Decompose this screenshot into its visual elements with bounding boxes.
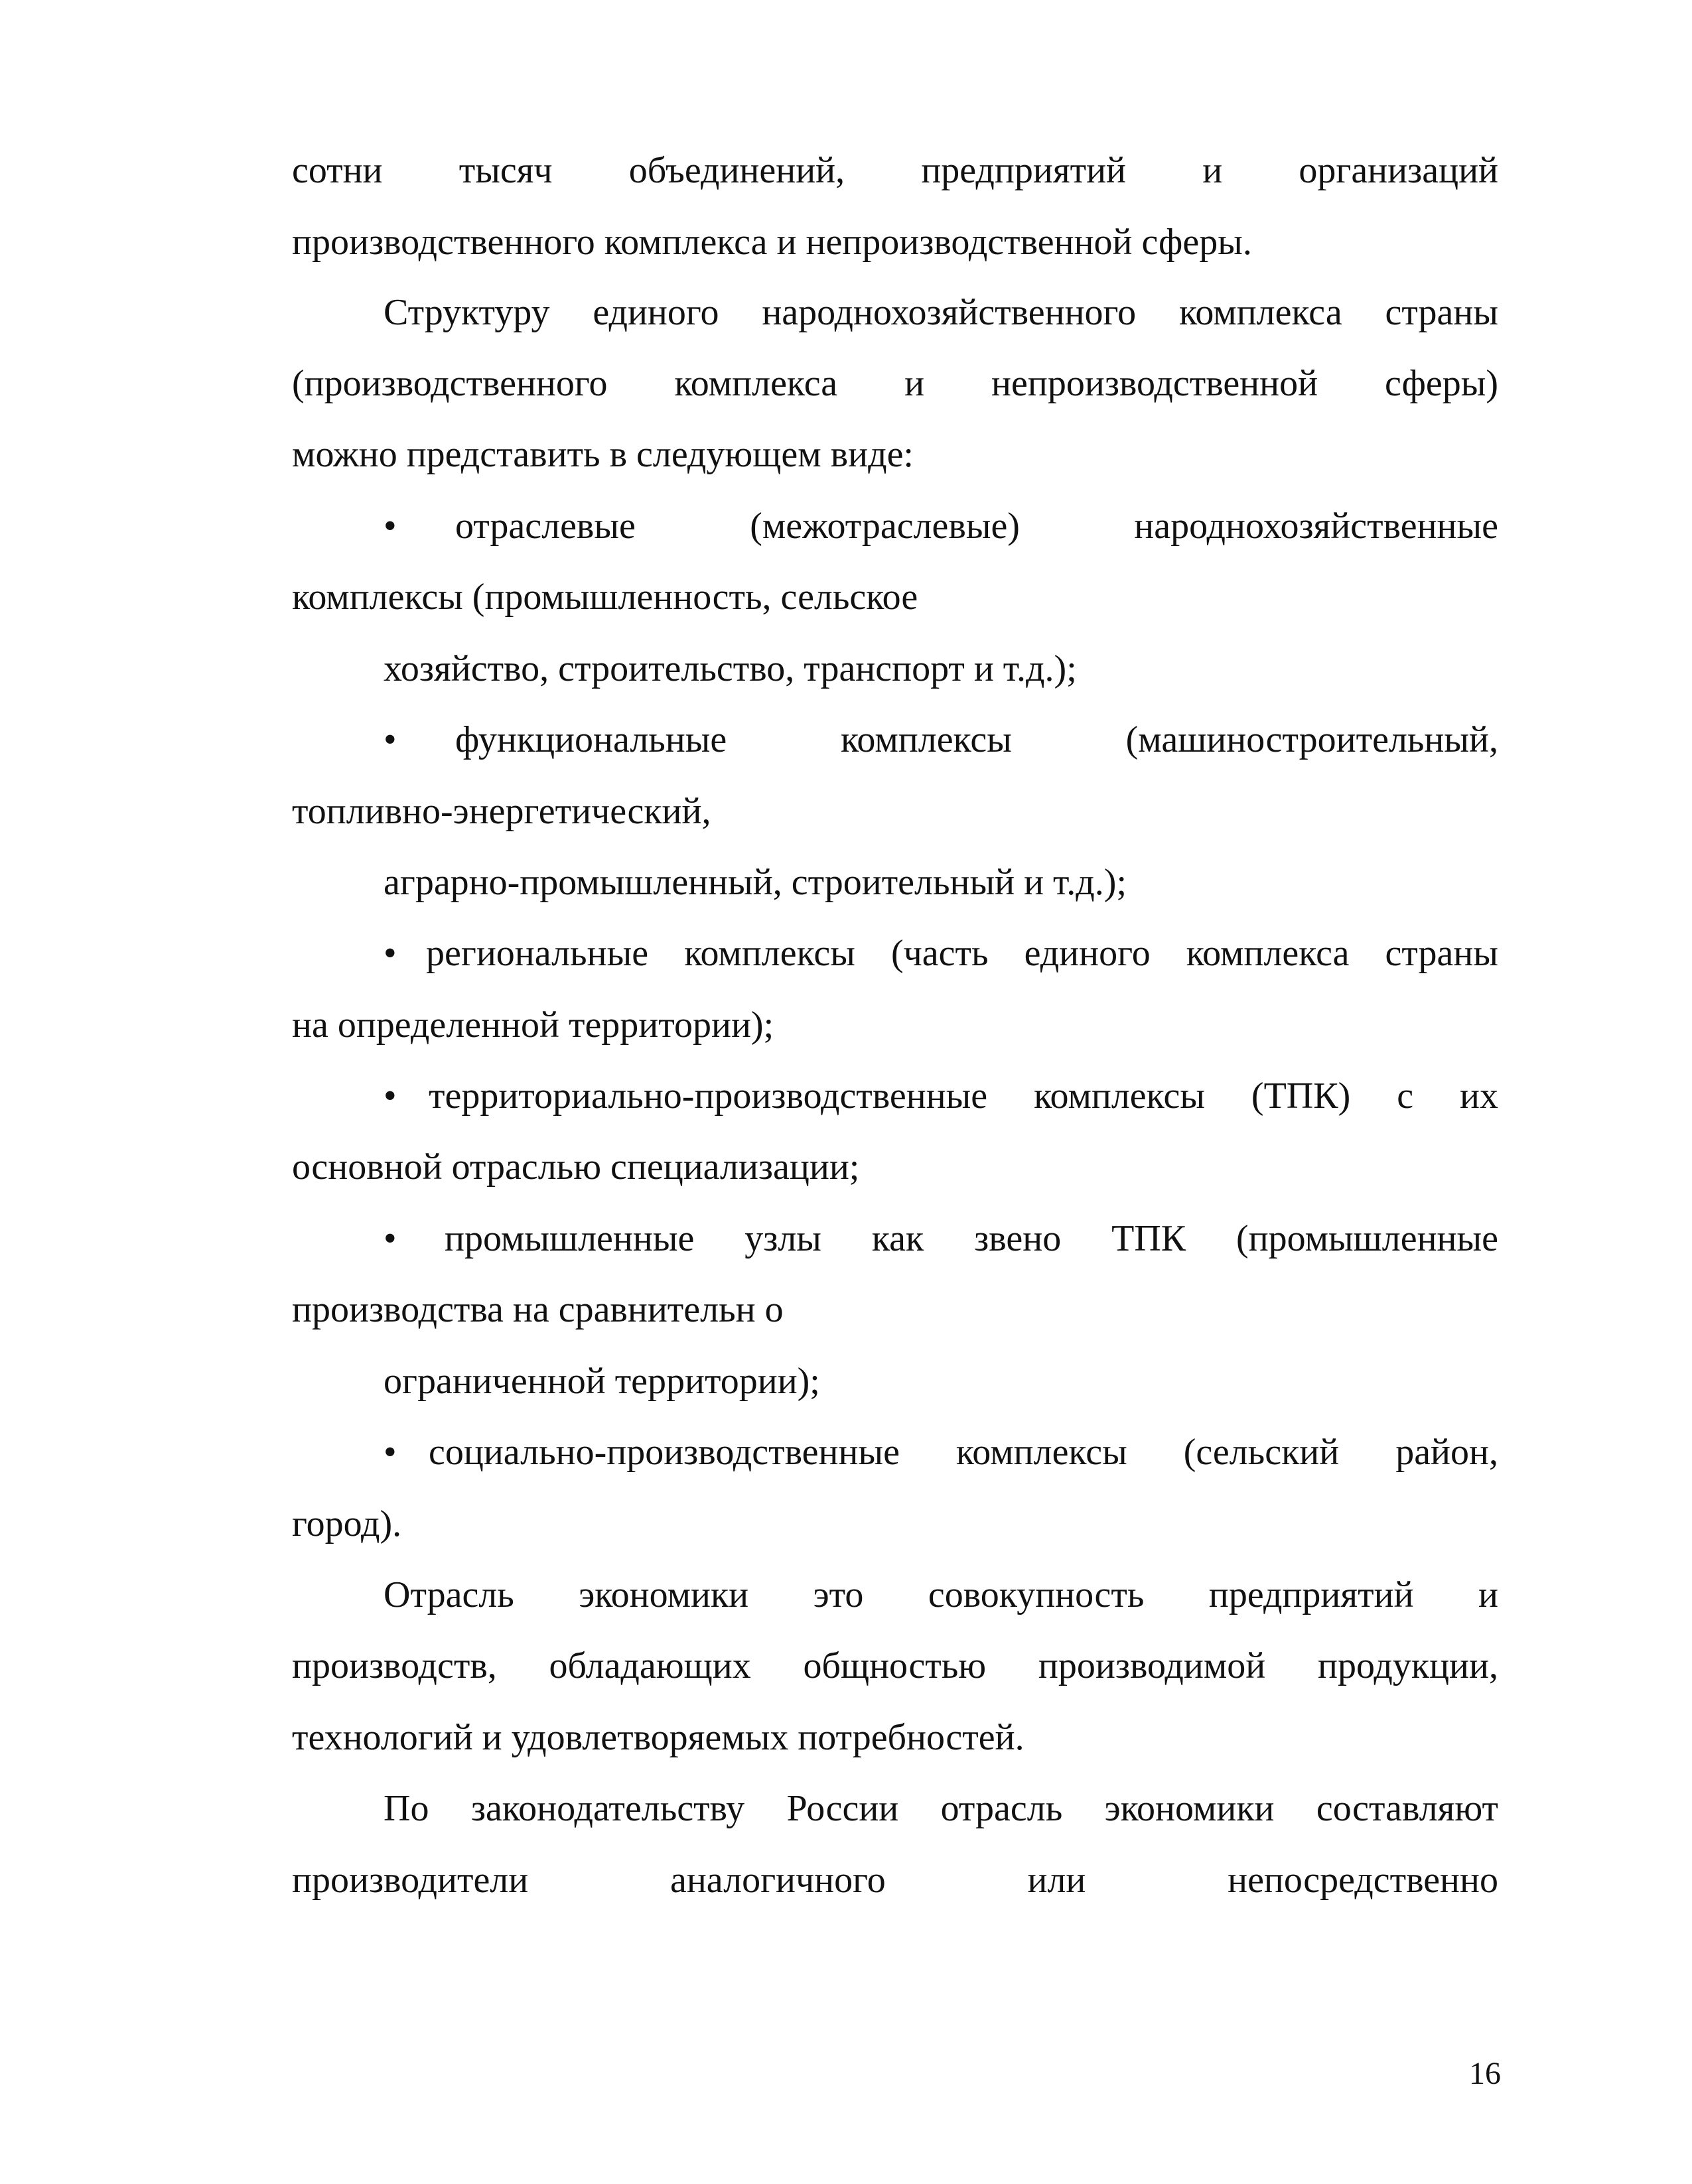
bullet-icon: • xyxy=(384,1218,397,1259)
list-item-text: региональные комплексы (часть единого комплекса страны xyxy=(426,933,1498,974)
bullet-icon: • xyxy=(384,1432,397,1473)
text-line: комплексы (промышленность, сельское xyxy=(292,577,918,618)
text-line: (производственного комплекса и непроизводственной сферы) xyxy=(292,363,1498,404)
text-line: город). xyxy=(292,1503,402,1544)
bullet-icon: • xyxy=(384,506,397,547)
list-item-text: территориально-производственные комплексы (ТПК) с их xyxy=(429,1075,1498,1117)
text-line: технологий и удовлетворяемых потребностей. xyxy=(292,1717,1024,1758)
bullet-icon: • xyxy=(384,933,397,974)
text-line: производители аналогичного или непосредственно xyxy=(292,1860,1498,1901)
list-item-text: функциональные комплексы (машиностроительный, xyxy=(455,719,1498,760)
text-line: основной отраслью специализации; xyxy=(292,1146,860,1188)
text-line: ограниченной территории); xyxy=(384,1361,820,1402)
paragraph-first-line: Отрасль экономики это совокупность предприятий и xyxy=(384,1574,1498,1615)
paragraph-first-line: По законодательству России отрасль экономики составляют xyxy=(384,1788,1498,1829)
bullet-icon: • xyxy=(384,719,397,760)
list-item-text: промышленные узлы как звено ТПК (промышленные xyxy=(445,1218,1498,1259)
list-item-text: социально-производственные комплексы (сельский район, xyxy=(429,1432,1498,1473)
text-line: можно представить в следующем виде: xyxy=(292,434,914,475)
paragraph-first-line: Структуру единого народнохозяйственного комплекса страны xyxy=(384,292,1498,333)
bullet-icon: • xyxy=(384,1075,397,1117)
text-line: сотни тысяч объединений, предприятий и организаций xyxy=(292,150,1498,191)
text-line: топливно-энергетический, xyxy=(292,791,711,832)
text-line: производственного комплекса и непроизводственной сферы. xyxy=(292,222,1252,263)
page-number: 16 xyxy=(1469,2056,1501,2091)
list-item-text: отраслевые (межотраслевые) народнохозяйственные xyxy=(455,506,1498,547)
text-line: хозяйство, строительство, транспорт и т.д.); xyxy=(384,648,1077,689)
text-line: на определенной территории); xyxy=(292,1004,774,1046)
text-line: производств, обладающих общностью производимой продукции, xyxy=(292,1645,1498,1686)
text-line: аграрно-промышленный, строительный и т.д.); xyxy=(384,862,1127,903)
text-line: производства на сравнительн о xyxy=(292,1289,784,1330)
